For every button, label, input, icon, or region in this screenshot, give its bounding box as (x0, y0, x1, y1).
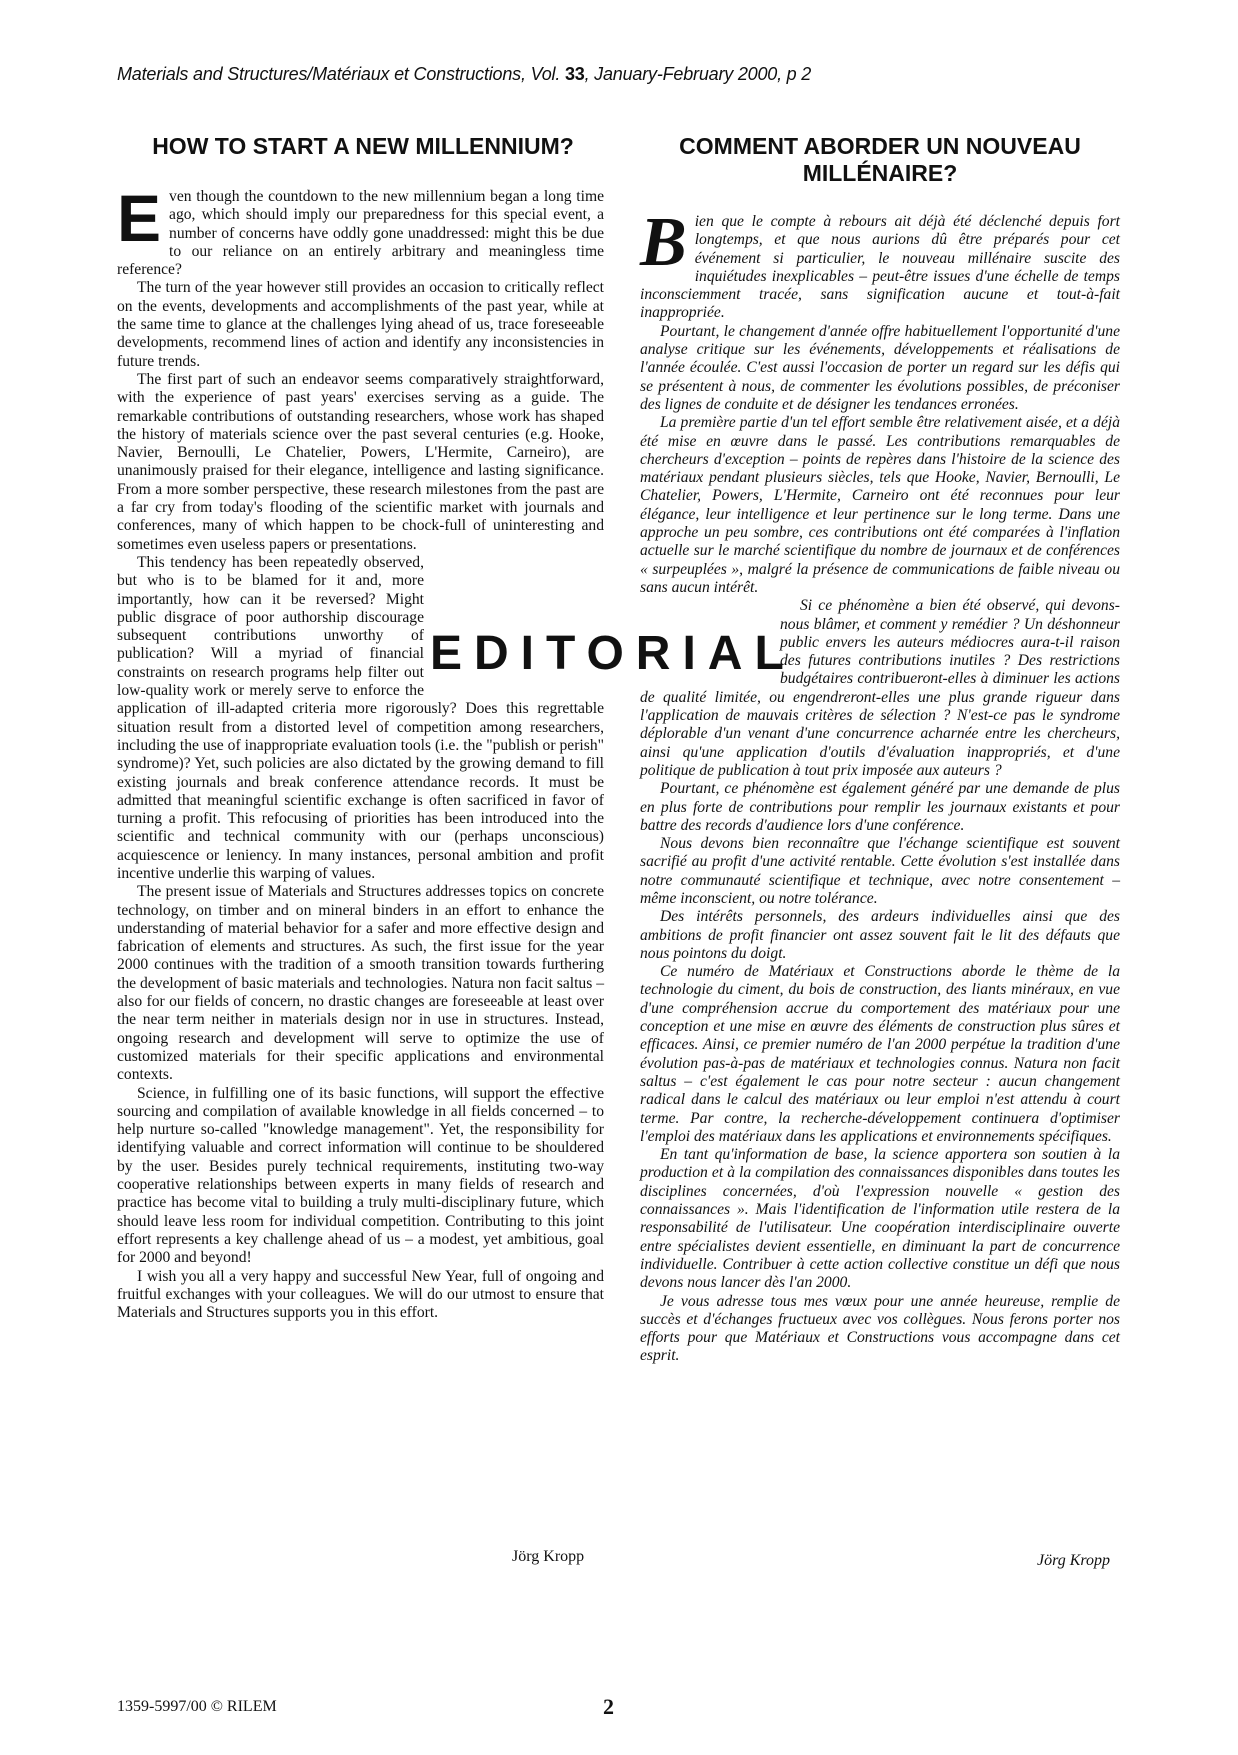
english-paragraph: Even though the countdown to the new millennium began a long time ago, which should imply our preparedness for this special event, a number of concerns have oddly gone unaddressed: might this be due to our reliance on an entirely arbitrary and meaningless time reference? (117, 181, 604, 279)
french-paragraph: Je vous adresse tous mes vœux pour une année heureuse, remplie de succès et d'échanges fructueux avec vos collègues. Nous ferons porter nos efforts pour que Matériaux et Constructions vous accompagne dans cet esprit. (640, 1292, 1120, 1365)
french-paragraph: Si ce phénomène a bien été observé, qui devons-nous blâmer, et comment y remédier ? Un déshonneur public envers les auteurs médiocres aura-t-il raison des futures contributions inutiles ? Des restrictions budgétaires contribueront-elles à diminuer les actions de qualité limitée, ou engendreront-elles une plus grande rigueur dans l'application de mauvais critères de sélection ? N'est-ce pas le syndrome déplorable d'un venant d'une concurrence acharnée entre les chercheurs, ainsi qu'une application d'outils d'évaluation inappropriés, et d'une politique de publication à tout prix imposée aux auteurs ? (640, 597, 1120, 779)
english-paragraph: Science, in fulfilling one of its basic functions, will support the effective sourcing and compilation of available knowledge in all fields concerned – to help nurture so-called "knowledge management". Yet, the responsibility for identifying valuable and correct information will continue to be shouldered by the user. Besides purely technical requirements, instituting two-way cooperative relationships between experts in many fields of research and practice has become vital to building a truly multi-disciplinary future, which should leave less room for individual competition. Contributing to this joint effort represents a key challenge ahead of us – a modest, yet ambitious, goal for 2000 and beyond! (117, 1084, 604, 1267)
french-title (640, 133, 1120, 187)
english-signature: Jörg Kropp (512, 1548, 585, 1565)
page-number: 2 (603, 1694, 614, 1719)
journal-header (117, 64, 811, 85)
issn-copyright: 1359-5997/00 © RILEM (117, 1698, 277, 1715)
english-column (117, 181, 604, 1322)
french-signature: Jörg Kropp (1037, 1552, 1111, 1569)
english-dropcap: E (117, 181, 162, 255)
french-paragraph: En tant qu'information de base, la science apportera son soutien à la production et à la compilation des connaissances disponibles dans toutes les disciplines concernées, d'où l'expression nouvelle « gestion des connaissances ». Mais l'identification de l'information utile restera de la responsabilité de l'utilisateur. Une coopération interdisciplinaire ouverte entre spécialistes devient essentielle, en diminuant la part de concurrence individuelle. Contribuer à cette action collective constitue un défi que nous devons nous lancer dès l'an 2000. (640, 1146, 1120, 1292)
french-title-line1: COMMENT ABORDER UN NOUVEAU (679, 133, 1081, 159)
volume-number: 33 (564, 64, 585, 84)
issue-info: , January-February 2000, p 2 (584, 64, 812, 84)
french-paragraph: Bien que le compte à rebours ait déjà été déclenché depuis fort longtemps, et que nous aurions dû être préparés pour cet événement si particulier, le nouveau millénaire suscite des inquiétudes inexplicables – peut-être issues d'une échelle de temps inconsciemment tracée, sans signification aucune et tout-à-fait inappropriée. (640, 204, 1120, 322)
french-dropcap: B (640, 204, 687, 281)
french-paragraph: Des intérêts personnels, des ardeurs individuelles ainsi que des ambitions de profit financier ont assez souvent fait le lit des défauts que nous pointons du doigt. (640, 908, 1120, 962)
english-paragraph: This tendency has been repeatedly observed, but who is to be blamed for it and, more importantly, how can it be reversed? Might public disgrace of poor authorship discourage subsequent contributions unworthy of publication? Will a myriad of financial constraints on research programs help filter out low-quality work or merely serve to enforce the application of ill-adapted criteria more rigorously? Does this regrettable situation result from a distorted level of competition among researchers, including the use of inappropriate evaluation tools (i.e. the "publish or perish" syndrome)? Yet, such policies are also dictated by the growing demand to fill existing journals and break conference attendance records. It must be admitted that meaningful scientific exchange is often sacrificed in favor of turning a profit. This refocusing of priorities has been introduced into the scientific and technical community with our (perhaps unconscious) acquiescence or leniency. In many instances, personal ambition and profit incentive underlie this warping of values. (117, 553, 604, 882)
editorial-banner: EDITORIAL (430, 627, 796, 680)
english-title: HOW TO START A NEW MILLENNIUM? (152, 133, 574, 159)
english-paragraph: The first part of such an endeavor seems comparatively straightforward, with the experience of past years' exercises serving as a guide. The remarkable contributions of outstanding researchers, whose work has shaped the history of materials science over the past several centuries (e.g. Hooke, Navier, Bernoulli, Le Chatelier, Powers, L'Hermite, Carneiro), are unanimously praised for their elegance, intelligence and lasting significance. From a more somber perspective, these research milestones from the past are a far cry from today's flooding of the scientific market with journals and conferences, many of which happen to be chock-full of uninteresting and sometimes even useless papers or presentations. (117, 370, 604, 553)
french-paragraph: Ce numéro de Matériaux et Constructions aborde le thème de la technologie du ciment, du bois de construction, des liants minéraux, en vue d'une compréhension accrue du comportement des matériaux pour une conception et une mise en œuvre des éléments de construction plus sûres et efficaces. Ainsi, ce premier numéro de l'an 2000 perpétue la tradition d'une évolution pas-à-pas de matériaux et technologies connus. Natura non facit saltus – c'est également le cas pour notre secteur : aucun changement radical dans le calcul des matériaux ou leur emploi n'est attendu à court terme. Par contre, la recherche-développement continuera d'optimiser l'emploi des matériaux dans les applications et environnements spécifiques. (640, 963, 1120, 1145)
english-paragraph: I wish you all a very happy and successful New Year, full of ongoing and fruitful exchanges with your colleagues. We will do our utmost to ensure that Materials and Structures supports you in this effort. (117, 1267, 604, 1322)
english-paragraph: The present issue of Materials and Structures addresses topics on concrete technology, on timber and on mineral binders in an effort to enhance the understanding of material behavior for a safer and more effective design and fabrication of elements and structures. As such, the first issue for the year 2000 continues with the tradition of a smooth transition towards furthering the development of basic materials and technologies. Natura non facit saltus – also for our fields of concern, no drastic changes are foreseeable at least over the near term neither in materials design nor in use in structures. Instead, ongoing research and development will serve to optimize the use of customized materials for their specific applications and environmental contexts. (117, 883, 604, 1084)
french-paragraph: Pourtant, ce phénomène est également généré par une demande de plus en plus forte de contributions pour remplir les journaux existants et pour battre des records d'audience lors d'une conférence. (640, 780, 1120, 834)
french-paragraph: La première partie d'un tel effort semble être relativement aisée, et a déjà été mise en œuvre dans le passé. Les contributions remarquables de chercheurs d'exception – points de repères dans l'histoire de la science des matériaux pendant plusieurs siècles, tels que Hooke, Navier, Bernoulli, Le Chatelier, Powers, L'Hermite, Carneiro ont été reconnues pour leur élégance, leur intelligence et leur pertinence sur le long terme. Dans une approche un peu sombre, ces contributions ont été comparées à l'inflation actuelle sur le marché scientifique du nombre de journaux et de conférences « surpeuplées », malgré la présence de communications de faible niveau ou sans aucun intérêt. (640, 414, 1120, 596)
english-paragraph: The turn of the year however still provides an occasion to critically reflect on the events, developments and accomplishments of the past year, while at the same time to glance at the challenges lying ahead of us, trace foreseeable developments, recommend lines of action and identify any inconsistencies in future trends. (117, 279, 604, 370)
french-paragraph: Pourtant, le changement d'année offre habituellement l'opportunité d'une analyse critique sur les événements, développements et réalisations de l'année écoulée. C'est aussi l'occasion de porter un regard sur les défis qui se présentent à nous, de commenter les évolutions possibles, de préconiser des lignes de conduite et de désigner les tendances erronées. (640, 322, 1120, 413)
french-column (640, 204, 1120, 1366)
french-title-line2: MILLÉNAIRE? (802, 160, 958, 186)
french-paragraph: Nous devons bien reconnaître que l'échange scientifique est souvent sacrifié au profit d'une activité rentable. Cette évolution s'est installée dans notre communauté scientifique et technique, avec notre consentement – même inconscient, ou notre tolérance. (640, 835, 1120, 907)
journal-name: Materials and Structures/Matériaux et Constructions, Vol. (117, 64, 561, 84)
